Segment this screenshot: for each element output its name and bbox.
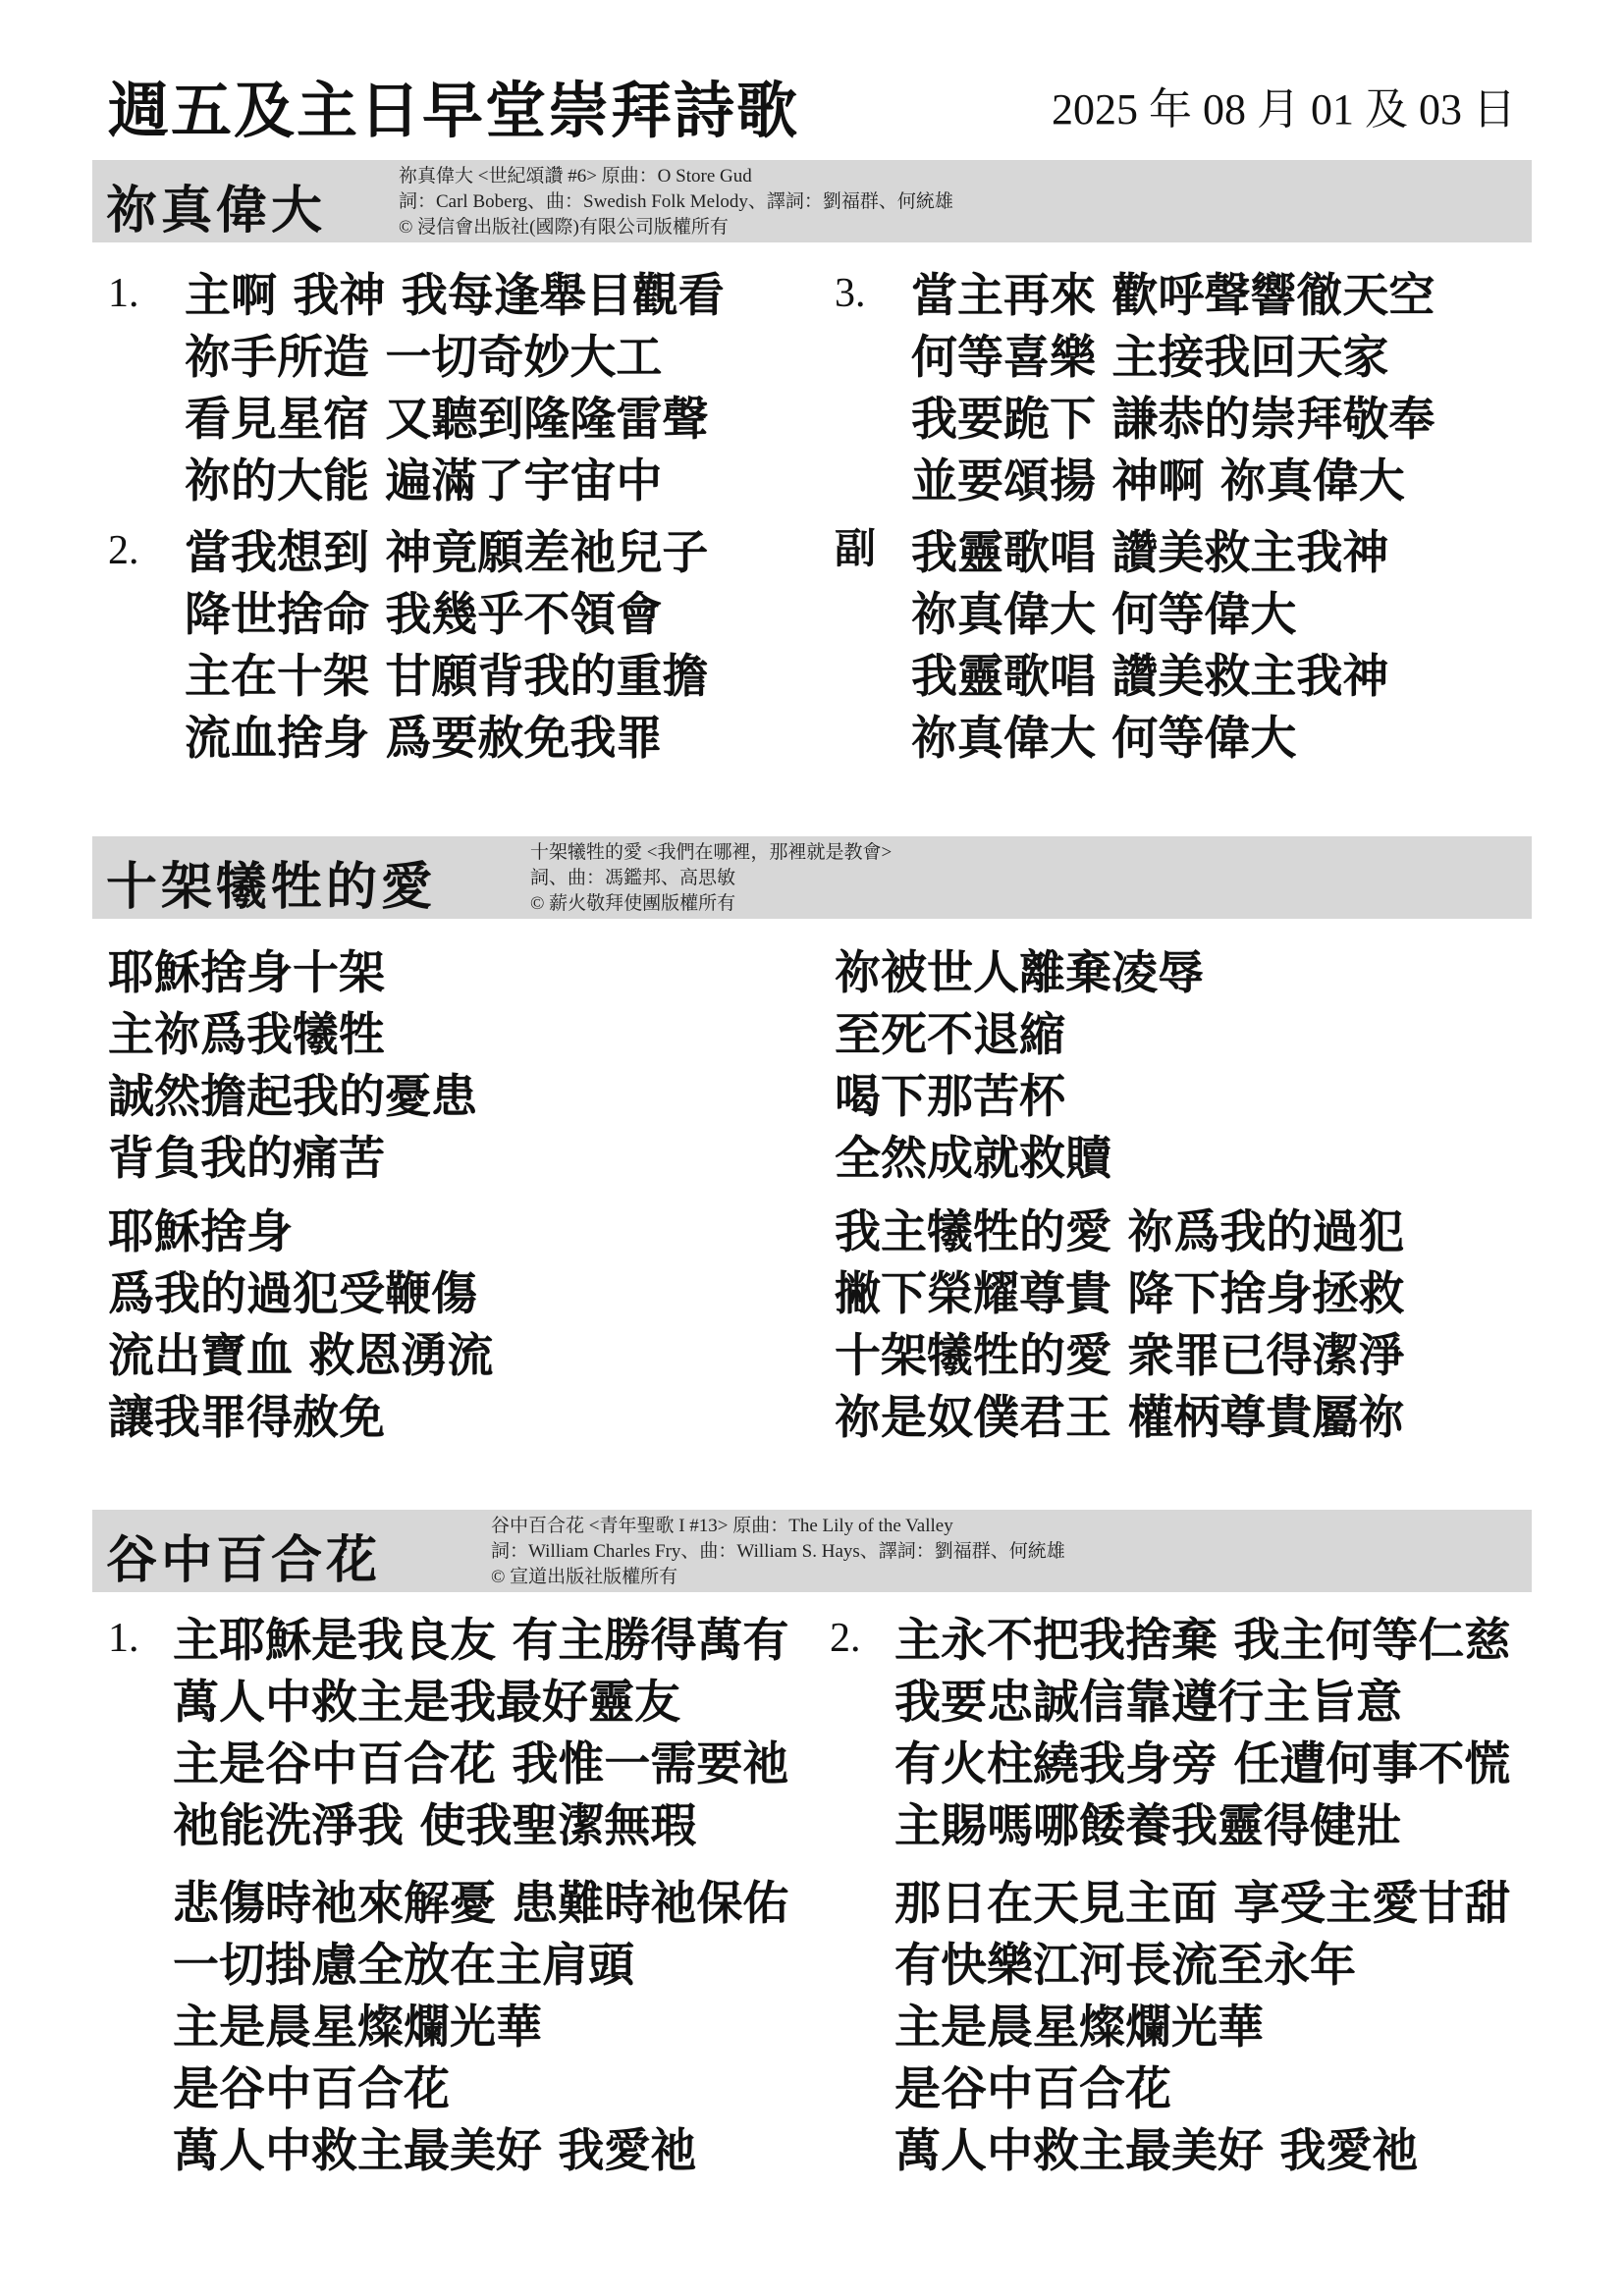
lyric-line: 耶穌捨身 <box>108 1205 293 1259</box>
lyric-line: 萬人中救主最美好 我愛祂 <box>173 2124 697 2178</box>
lyric-line: 主賜嗎哪餧養我靈得健壯 <box>894 1799 1402 1853</box>
lyric-line: 流血捨身 爲要赦免我罪 <box>185 712 663 766</box>
song-title: 谷中百合花 <box>106 1531 382 1590</box>
lyric-line: 主祢爲我犧牲 <box>108 1008 385 1062</box>
song-copyright: © 浸信會出版社(國際)有限公司版權所有 <box>399 217 729 238</box>
lyric-line: 有快樂江河長流至永年 <box>894 1939 1356 1993</box>
song-source: 祢真偉大 <世紀頌讚 #6> 原曲：O Store Gud <box>399 166 752 187</box>
song-source: 十架犧牲的愛 <我們在哪裡，那裡就是教會> <box>530 842 893 863</box>
lyric-line: 祂能洗淨我 使我聖潔無瑕 <box>173 1799 697 1853</box>
song-title: 十架犧牲的愛 <box>106 858 437 917</box>
lyric-line: 全然成就救贖 <box>835 1132 1111 1186</box>
stanza-number: 1. <box>108 1616 139 1661</box>
lyric-line: 一切掛慮全放在主肩頭 <box>173 1939 634 1993</box>
chorus-label: 副 <box>835 524 877 572</box>
lyric-line: 主永不把我捨棄 我主何等仁慈 <box>894 1614 1511 1668</box>
lyric-line: 我要忠誠信靠遵行主旨意 <box>894 1676 1402 1730</box>
lyric-line: 降世捨命 我幾乎不領會 <box>185 588 663 642</box>
lyric-line: 當主再來 歡呼聲響徹天空 <box>911 269 1435 323</box>
stanza-number: 2. <box>830 1616 861 1661</box>
song-credits <box>530 840 892 917</box>
lyric-line: 祢被世人離棄凌辱 <box>835 946 1204 1000</box>
lyric-line: 祢的大能 遍滿了宇宙中 <box>185 454 663 508</box>
lyric-line: 主耶穌是我良友 有主勝得萬有 <box>173 1614 789 1668</box>
lyric-line: 我靈歌唱 讚美救主我神 <box>911 526 1389 580</box>
song-authors: 詞：William Charles Fry、曲：William S. Hays、譯詞：劉福群、何統雄 <box>491 1541 1065 1562</box>
lyric-line: 是谷中百合花 <box>173 2062 450 2116</box>
lyric-line: 主是谷中百合花 我惟一需要祂 <box>173 1737 789 1791</box>
song-header-2 <box>92 836 1532 919</box>
lyric-line: 有火柱繞我身旁 任遭何事不慌 <box>894 1737 1511 1791</box>
song-authors: 詞、曲：馮鑑邦、高思敏 <box>530 868 736 888</box>
song-authors: 詞：Carl Boberg、曲：Swedish Folk Melody、譯詞：劉福群、何統雄 <box>399 191 953 212</box>
song-copyright: © 薪火敬拜使團版權所有 <box>530 893 736 914</box>
lyric-line: 何等喜樂 主接我回天家 <box>911 331 1389 385</box>
lyric-line: 讓我罪得赦免 <box>108 1391 385 1445</box>
song-credits <box>491 1514 1065 1590</box>
lyric-line: 並要頌揚 神啊 祢真偉大 <box>911 454 1405 508</box>
lyric-line: 背負我的痛苦 <box>108 1132 385 1186</box>
lyric-line: 喝下那苦杯 <box>835 1070 1065 1124</box>
lyric-line: 我要跪下 謙恭的崇拜敬奉 <box>911 393 1435 447</box>
lyric-line: 十架犧牲的愛 衆罪已得潔淨 <box>835 1329 1405 1383</box>
song-credits <box>399 164 953 240</box>
song-copyright: © 宣道出版社版權所有 <box>491 1567 678 1587</box>
lyric-line: 悲傷時祂來解憂 患難時祂保佑 <box>173 1877 789 1931</box>
song-title: 祢真偉大 <box>106 182 327 240</box>
lyric-line: 當我想到 神竟願差祂兒子 <box>185 526 709 580</box>
lyric-line: 我主犧牲的愛 祢爲我的過犯 <box>835 1205 1405 1259</box>
lyric-line: 主在十架 甘願背我的重擔 <box>185 650 709 704</box>
lyric-line: 萬人中救主是我最好靈友 <box>173 1676 680 1730</box>
lyric-line: 撇下榮耀尊貴 降下捨身拯救 <box>835 1267 1405 1321</box>
lyric-line: 萬人中救主最美好 我愛祂 <box>894 2124 1419 2178</box>
song-header-1 <box>92 160 1532 242</box>
lyric-line: 祢是奴僕君王 權柄尊貴屬祢 <box>835 1391 1405 1445</box>
stanza-number: 1. <box>108 271 139 316</box>
lyric-line: 看見星宿 又聽到隆隆雷聲 <box>185 393 709 447</box>
lyric-line: 至死不退縮 <box>835 1008 1065 1062</box>
stanza-number: 2. <box>108 528 139 573</box>
lyric-line: 主是晨星燦爛光華 <box>173 2001 542 2055</box>
lyric-line: 耶穌捨身十架 <box>108 946 385 1000</box>
lyric-line: 祢真偉大 何等偉大 <box>911 588 1297 642</box>
service-date: 2025 年 08 月 01 及 03 日 <box>1052 85 1516 133</box>
lyric-line: 那日在天見主面 享受主愛甘甜 <box>894 1877 1511 1931</box>
stanza-number: 3. <box>835 271 866 316</box>
lyric-line: 祢真偉大 何等偉大 <box>911 712 1297 766</box>
song-source: 谷中百合花 <青年聖歌 I #13> 原曲：The Lily of the Valley <box>491 1516 953 1536</box>
lyric-line: 主啊 我神 我每逢舉目觀看 <box>185 269 725 323</box>
song-header-3 <box>92 1510 1532 1592</box>
page-title: 週五及主日早堂崇拜詩歌 <box>108 75 800 146</box>
lyric-line: 爲我的過犯受鞭傷 <box>108 1267 477 1321</box>
lyric-line: 流出寶血 救恩湧流 <box>108 1329 494 1383</box>
lyric-line: 祢手所造 一切奇妙大工 <box>185 331 663 385</box>
lyric-line: 誠然擔起我的憂患 <box>108 1070 477 1124</box>
lyric-line: 主是晨星燦爛光華 <box>894 2001 1264 2055</box>
lyric-line: 是谷中百合花 <box>894 2062 1171 2116</box>
lyric-line: 我靈歌唱 讚美救主我神 <box>911 650 1389 704</box>
